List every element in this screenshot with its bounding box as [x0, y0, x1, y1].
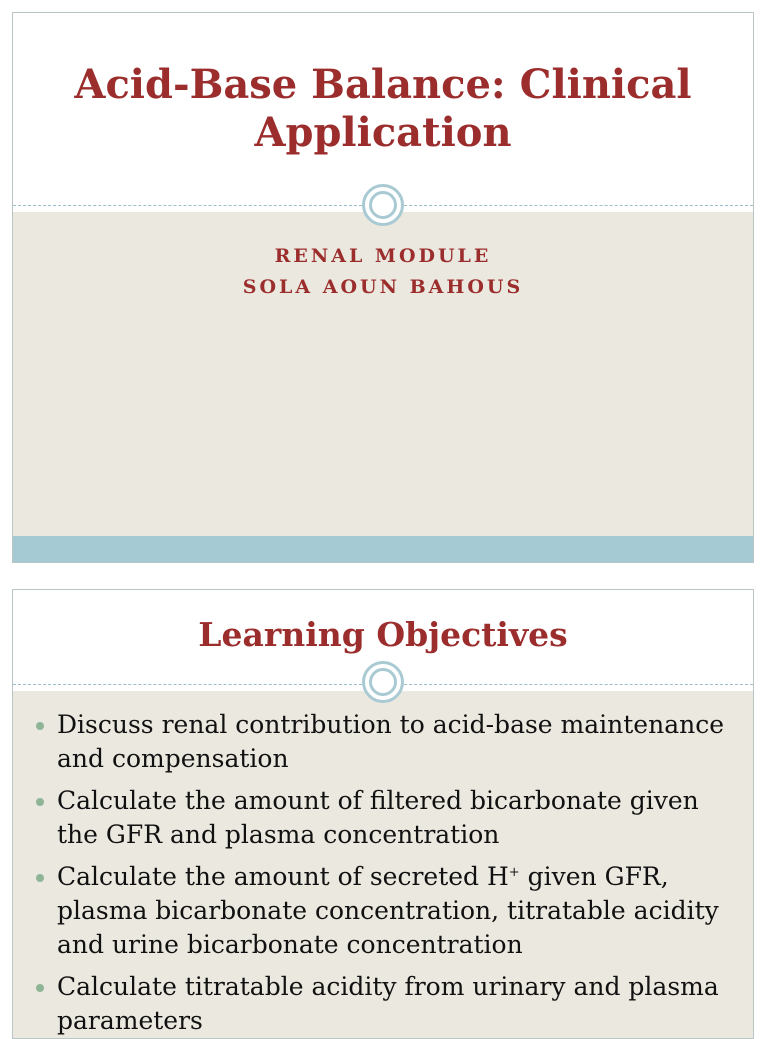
slide-title: Learning Objectives	[198, 615, 568, 654]
objective-item	[33, 970, 733, 1038]
title-line-2: Application	[254, 109, 512, 156]
module-name: RENAL MODULE	[274, 245, 492, 267]
objective-text: Calculate the amount of secreted H	[57, 862, 509, 891]
title-band	[13, 13, 753, 206]
superscript-plus: +	[508, 865, 520, 880]
objectives-slide	[12, 589, 754, 1039]
ring-ornament-icon	[362, 661, 404, 703]
objective-text: Discuss renal contribution to acid-base maintenance and compensation	[57, 710, 724, 773]
objective-item	[33, 708, 733, 776]
author-name: SOLA AOUN BAHOUS	[242, 276, 524, 298]
bullet-icon	[36, 874, 44, 882]
footer-band	[13, 536, 753, 562]
bullet-icon	[36, 722, 44, 730]
objective-item	[33, 784, 733, 852]
objective-text-cont: given GFR, plasma bicarbonate concentration, titratable acidity and urine bicarbonate concentration	[57, 862, 719, 959]
objective-text: Calculate the amount of filtered bicarbonate given the GFR and plasma concentration	[57, 786, 699, 849]
title-line-1: Acid-Base Balance: Clinical	[74, 61, 692, 108]
title-slide	[12, 12, 754, 563]
ring-ornament-icon	[362, 184, 404, 226]
objectives-list	[13, 708, 753, 1039]
bullet-icon	[36, 984, 44, 992]
subtitle	[13, 241, 753, 303]
objective-text: Calculate titratable acidity from urinary and plasma parameters	[57, 972, 719, 1035]
presentation-title	[34, 61, 731, 157]
bullet-icon	[36, 798, 44, 806]
objective-item	[33, 860, 733, 962]
